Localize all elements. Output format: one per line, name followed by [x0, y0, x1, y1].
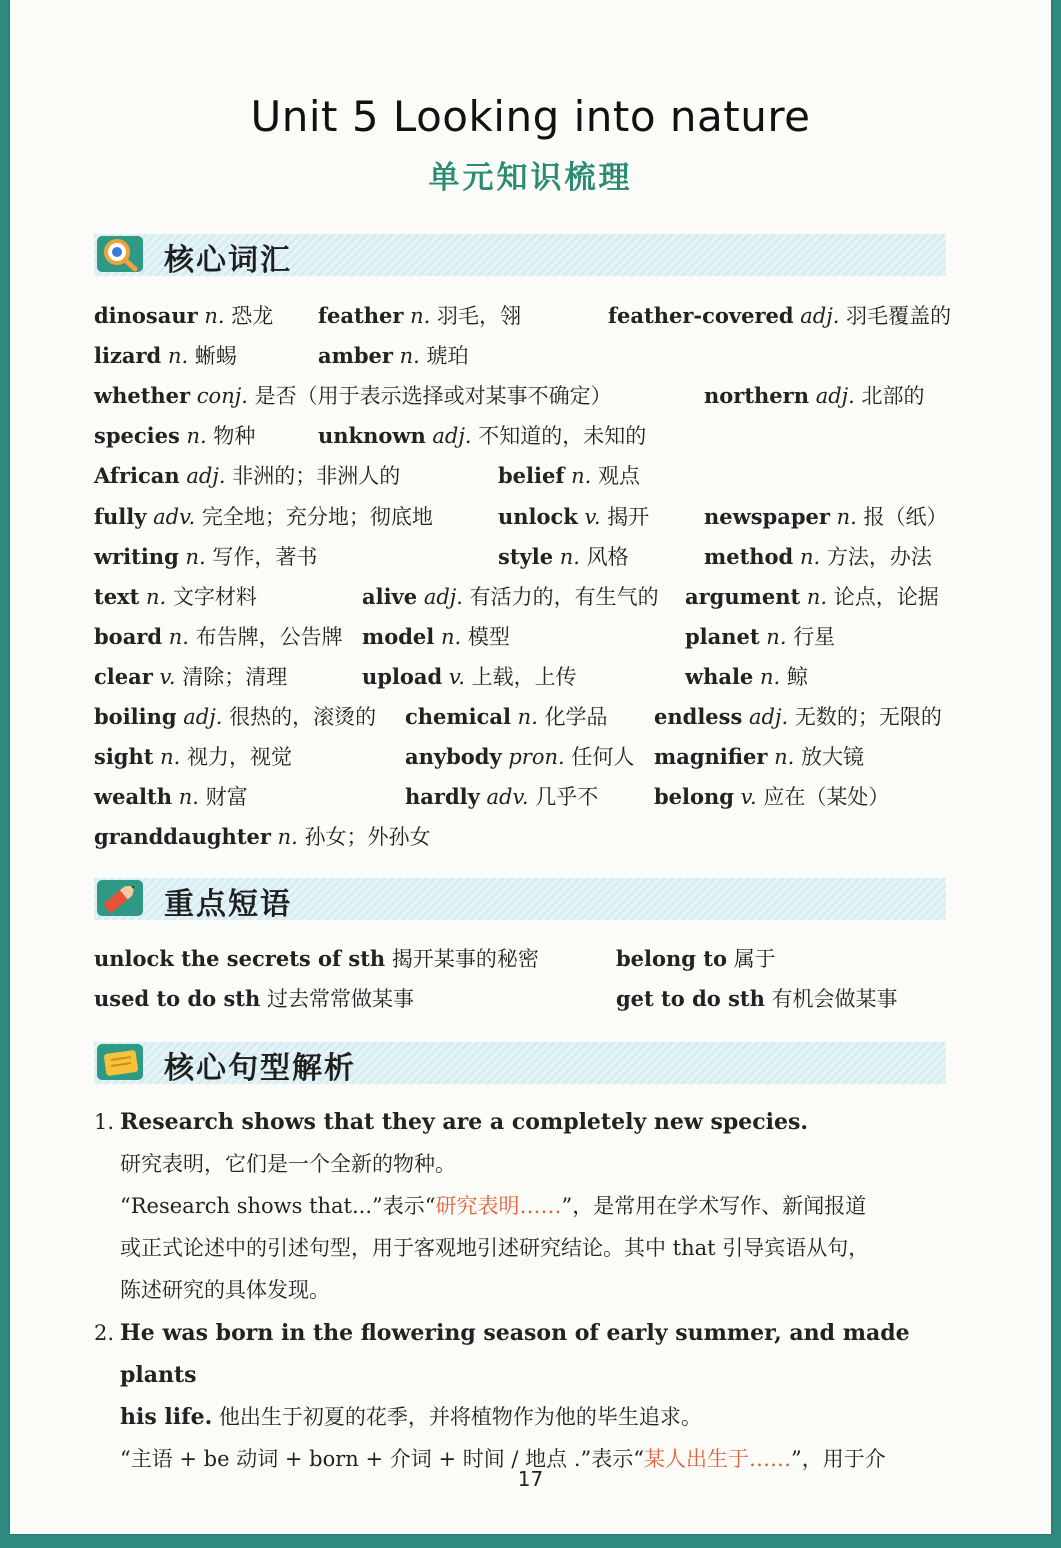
- vocab-pos: n.: [178, 785, 199, 810]
- phrase-zh: 揭开某事的秘密: [391, 947, 539, 971]
- sentence-note: “主语 + be 动词 + born + 介词 + 时间 / 地点 .”表示“某人出生于……”，用于介: [120, 1447, 886, 1471]
- vocab-pos: n.: [799, 544, 821, 569]
- vocab-meaning: 风格: [586, 544, 629, 569]
- vocab-meaning: 清除；清理: [182, 664, 288, 689]
- vocab-item: [498, 502, 649, 532]
- vocab-meaning: 行星: [793, 624, 836, 649]
- phrase-zh: 有机会做某事: [771, 987, 898, 1011]
- vocab-pos: v.: [159, 664, 176, 689]
- vocab-meaning: 几乎不: [535, 785, 599, 810]
- section-title-vocab: 核心词汇: [164, 243, 292, 278]
- vocab-pos: n.: [759, 664, 781, 689]
- page: [10, 0, 1051, 1534]
- vocab-pos: adj.: [748, 705, 789, 729]
- vocab-item: [685, 622, 835, 652]
- vocab-pos: n.: [517, 705, 538, 729]
- vocab-item: [94, 742, 292, 772]
- vocab-pos: conj.: [196, 384, 248, 409]
- vocab-word: unlock: [498, 503, 578, 529]
- sentence-zh: 他出生于初夏的花季，并将植物作为他的毕生追求。: [218, 1405, 702, 1429]
- magnifier-icon: [94, 231, 148, 277]
- sentence-item: [94, 1312, 960, 1480]
- vocab-item: [362, 662, 577, 692]
- vocab-pos: n.: [186, 424, 207, 449]
- vocab-meaning: 写作，著书: [212, 544, 318, 569]
- vocab-pos: n.: [145, 584, 167, 609]
- vocab-item: [94, 421, 255, 451]
- vocab-pos: n.: [168, 624, 189, 649]
- highlight-text: 研究表明……: [435, 1194, 562, 1218]
- vocab-meaning: 模型: [467, 624, 510, 649]
- vocab-pos: n.: [836, 504, 857, 529]
- vocab-meaning: 蜥蜴: [194, 344, 237, 369]
- vocab-item: [94, 582, 257, 612]
- vocab-word: alive: [362, 583, 418, 609]
- sentence-en: Research shows that they are a completely new species.: [120, 1109, 809, 1135]
- vocab-pos: n.: [204, 304, 225, 328]
- vocab-pos: adv.: [486, 785, 529, 810]
- sentence-note: 或正式论述中的引述句型，用于客观地引述研究结论。其中 that 引导宾语从句，: [120, 1236, 870, 1260]
- vocab-pos: n.: [185, 544, 206, 569]
- vocab-word: hardly: [405, 784, 480, 810]
- vocab-meaning: 布告牌，公告牌: [195, 624, 343, 649]
- vocab-pos: adj.: [815, 384, 855, 409]
- vocab-item: [318, 301, 521, 331]
- vocab-item: [608, 301, 951, 331]
- vocab-item: [498, 461, 640, 491]
- page-number: 17: [517, 1467, 544, 1491]
- vocab-word: wealth: [94, 784, 172, 810]
- vocab-word: model: [362, 623, 435, 649]
- vocab-item: [405, 782, 598, 812]
- pencil-icon: [94, 875, 148, 921]
- vocab-word: northern: [704, 383, 809, 409]
- vocab-word: upload: [362, 663, 443, 689]
- sentence-note: “Research shows that...”表示“研究表明……”，是常用在学术写作、新闻报道: [120, 1194, 867, 1218]
- vocab-pos: n.: [571, 464, 592, 489]
- vocab-pos: adj.: [186, 464, 226, 489]
- vocab-word: lizard: [94, 343, 162, 369]
- vocab-item: [94, 502, 433, 532]
- sentence-number: 1.: [94, 1110, 115, 1134]
- sentence-note: 陈述研究的具体发现。: [120, 1278, 330, 1302]
- vocab-word: method: [704, 543, 794, 569]
- vocab-meaning: 非洲的；非洲人的: [232, 464, 401, 489]
- phrase-item: [616, 944, 776, 974]
- vocab-item: [94, 782, 248, 812]
- section-title-sentences: 核心句型解析: [164, 1051, 356, 1086]
- vocab-item: [94, 301, 273, 331]
- vocab-meaning: 化学品: [544, 705, 608, 729]
- vocab-pos: v.: [448, 664, 465, 689]
- vocab-meaning: 物种: [213, 424, 256, 449]
- section-header-vocab: [94, 234, 946, 276]
- vocab-word: argument: [685, 583, 801, 609]
- vocab-meaning: 上载，上传: [471, 664, 577, 689]
- vocab-word: amber: [318, 343, 393, 369]
- phrase-en: unlock the secrets of sth: [94, 946, 386, 971]
- phrase-zh: 过去常常做某事: [266, 987, 414, 1011]
- vocab-pos: adj.: [423, 584, 463, 609]
- vocab-word: unknown: [318, 423, 426, 449]
- vocab-meaning: 视力，视觉: [187, 745, 293, 770]
- vocab-item: [704, 502, 948, 532]
- vocab-meaning: 应在（某处）: [763, 785, 890, 810]
- page-subtitle: 单元知识梳理: [428, 160, 633, 196]
- vocab-pos: n.: [440, 624, 462, 649]
- vocab-item: [94, 702, 376, 732]
- vocab-word: planet: [685, 623, 760, 649]
- sentence-zh: 研究表明，它们是一个全新的物种。: [120, 1152, 456, 1176]
- vocab-meaning: 是否（用于表示选择或对某事不确定）: [254, 384, 612, 409]
- vocab-meaning: 揭开: [607, 504, 650, 529]
- vocab-pos: n.: [806, 584, 828, 609]
- vocab-meaning: 羽毛，翎: [436, 304, 521, 328]
- ticket-icon: [94, 1039, 148, 1085]
- vocab-pos: adv.: [153, 504, 196, 529]
- vocab-item: [94, 381, 612, 411]
- section-header-phrases: [94, 878, 946, 920]
- vocab-meaning: 财富: [205, 785, 248, 810]
- phrase-item: [94, 984, 414, 1014]
- phrase-item: [616, 984, 898, 1014]
- vocab-word: newspaper: [704, 503, 830, 529]
- vocab-word: writing: [94, 543, 179, 569]
- vocab-pos: v.: [584, 504, 601, 529]
- vocab-word: African: [94, 463, 180, 489]
- phrase-en: belong to: [616, 946, 727, 971]
- vocab-meaning: 不知道的，未知的: [478, 424, 647, 449]
- phrase-en: get to do sth: [616, 986, 765, 1011]
- vocab-meaning: 报（纸）: [863, 504, 948, 529]
- sentence-number: 2.: [94, 1321, 115, 1345]
- vocab-item: [94, 622, 343, 652]
- vocab-word: granddaughter: [94, 824, 271, 850]
- vocab-item: [94, 461, 400, 491]
- vocab-item: [94, 662, 287, 692]
- vocab-meaning: 观点: [597, 464, 640, 489]
- phrase-zh: 属于: [733, 947, 776, 971]
- vocab-meaning: 方法，办法: [826, 544, 932, 569]
- vocab-word: sight: [94, 744, 154, 770]
- vocab-item: [362, 622, 510, 652]
- section-header-sentences: [94, 1042, 946, 1084]
- phrase-item: [94, 944, 539, 974]
- vocab-pos: adj.: [183, 705, 223, 729]
- vocab-pos: n.: [277, 825, 298, 850]
- vocab-word: anybody: [405, 744, 502, 770]
- vocab-word: magnifier: [654, 744, 768, 770]
- vocab-meaning: 任何人: [571, 745, 635, 770]
- vocab-pos: n.: [766, 624, 787, 649]
- vocab-item: [405, 742, 634, 772]
- vocab-meaning: 琥珀: [426, 344, 469, 369]
- vocab-item: [685, 582, 939, 612]
- vocab-item: [498, 542, 629, 572]
- highlight-text: 某人出生于……: [643, 1447, 791, 1471]
- vocab-pos: adj.: [432, 424, 472, 449]
- vocab-item: [654, 702, 942, 732]
- vocab-meaning: 完全地；充分地；彻底地: [201, 504, 433, 529]
- vocab-pos: adj.: [800, 304, 840, 328]
- vocab-word: dinosaur: [94, 303, 198, 328]
- vocab-word: style: [498, 543, 554, 569]
- vocab-item: [362, 582, 659, 612]
- vocab-word: feather-covered: [608, 303, 794, 328]
- vocab-pos: n.: [559, 544, 580, 569]
- vocab-meaning: 文字材料: [172, 584, 257, 609]
- vocab-meaning: 恐龙: [231, 304, 274, 328]
- vocab-word: chemical: [405, 704, 511, 729]
- vocab-meaning: 论点，论据: [833, 584, 939, 609]
- vocab-item: [94, 542, 317, 572]
- sentence-en: He was born in the flowering season of early summer, and made plants: [120, 1320, 910, 1388]
- vocab-word: whale: [685, 663, 754, 689]
- vocab-meaning: 羽毛覆盖的: [846, 304, 952, 328]
- vocab-item: [704, 542, 932, 572]
- vocab-meaning: 北部的: [861, 384, 925, 409]
- vocab-word: fully: [94, 503, 147, 529]
- phrase-en: used to do sth: [94, 986, 261, 1011]
- vocab-meaning: 孙女；外孙女: [304, 825, 431, 850]
- vocab-item: [318, 341, 469, 371]
- vocab-item: [704, 381, 925, 411]
- vocab-word: endless: [654, 704, 743, 729]
- vocab-pos: v.: [740, 785, 757, 810]
- vocab-meaning: 很热的，滚烫的: [229, 705, 377, 729]
- vocab-word: clear: [94, 663, 153, 689]
- vocab-word: board: [94, 623, 163, 649]
- vocab-meaning: 鲸: [786, 664, 808, 689]
- vocab-item: [685, 662, 808, 692]
- vocab-pos: n.: [399, 344, 420, 369]
- vocab-word: feather: [318, 303, 404, 328]
- vocab-word: belief: [498, 463, 565, 489]
- vocab-item: [94, 341, 237, 371]
- vocab-pos: n.: [410, 304, 431, 328]
- vocab-pos: pron.: [508, 745, 565, 770]
- sentence-item: [94, 1101, 960, 1311]
- vocab-word: whether: [94, 383, 191, 409]
- vocab-pos: n.: [774, 745, 795, 770]
- vocab-pos: n.: [167, 344, 189, 369]
- vocab-item: [654, 782, 889, 812]
- vocab-item: [405, 702, 608, 732]
- vocab-item: [318, 421, 646, 451]
- sentence-en: his life.: [120, 1404, 213, 1430]
- vocab-word: belong: [654, 784, 734, 810]
- vocab-meaning: 有活力的，有生气的: [469, 584, 659, 609]
- vocab-pos: n.: [160, 745, 181, 770]
- vocab-word: species: [94, 423, 180, 449]
- vocab-word: boiling: [94, 704, 177, 729]
- page-title: Unit 5 Looking into nature: [250, 92, 811, 141]
- vocab-item: [654, 742, 864, 772]
- vocab-meaning: 放大镜: [801, 745, 865, 770]
- section-title-phrases: 重点短语: [164, 887, 292, 922]
- vocab-meaning: 无数的；无限的: [794, 705, 942, 729]
- vocab-word: text: [94, 583, 140, 609]
- vocab-item: [94, 822, 431, 852]
